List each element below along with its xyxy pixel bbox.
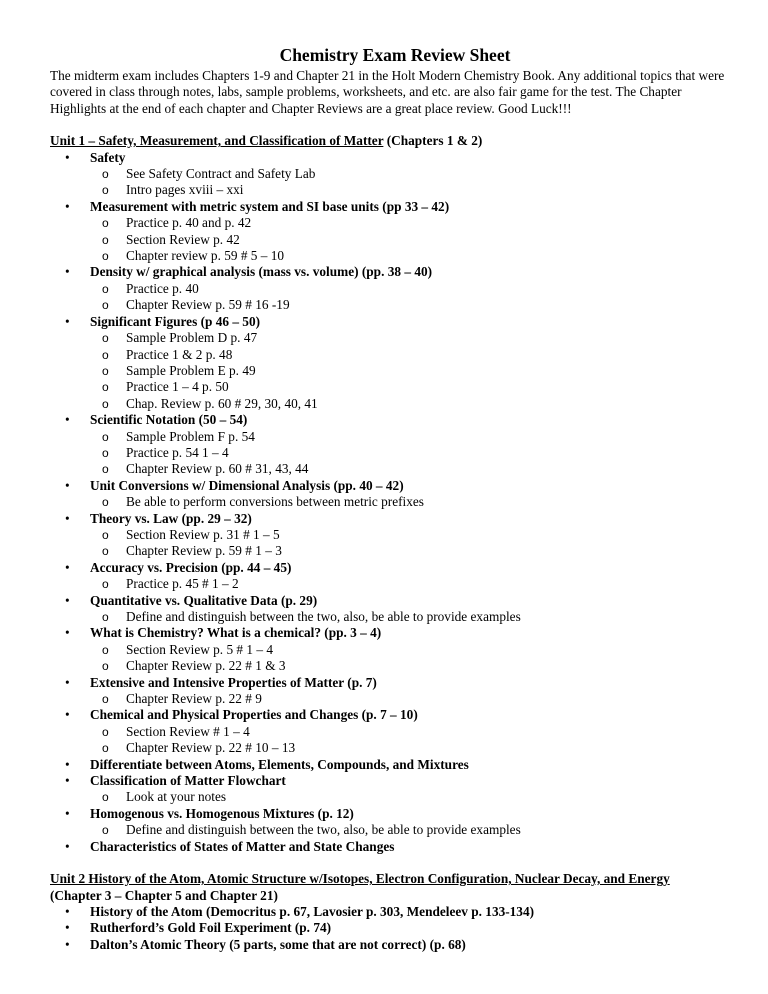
topic-label: Accuracy vs. Precision (pp. 44 – 45) — [90, 559, 292, 575]
subtopic-item: o See Safety Contract and Safety Lab — [90, 166, 740, 182]
subtopic-item: o Sample Problem E p. 49 — [90, 363, 740, 379]
topic-item — [50, 806, 740, 839]
subtopic-item: o Practice 1 – 4 p. 50 — [90, 379, 740, 395]
topic-label: Theory vs. Law (pp. 29 – 32) — [90, 510, 252, 526]
topic-item — [50, 920, 740, 936]
subtopic-item: o Chapter Review p. 60 # 31, 43, 44 — [90, 461, 740, 477]
subtopic-list — [90, 789, 740, 805]
topic-label: Differentiate between Atoms, Elements, Compounds, and Mixtures — [90, 756, 469, 772]
subtopic-item: o Sample Problem D p. 47 — [90, 330, 740, 346]
subtopic-list — [90, 724, 740, 757]
subtopic-item: o Section Review p. 42 — [90, 232, 740, 248]
subtopic-item: o Practice p. 54 1 – 4 — [90, 445, 740, 461]
subtopic-item: o Define and distinguish between the two, also, be able to provide examples — [90, 609, 740, 625]
subtopic-item: o Section Review p. 5 # 1 – 4 — [90, 642, 740, 658]
subtopic-list — [90, 691, 740, 707]
subtopic-list — [90, 822, 740, 838]
subtopic-list — [90, 494, 740, 510]
subtopic-list — [90, 527, 740, 560]
subtopic-item: o Chapter Review p. 59 # 1 – 3 — [90, 543, 740, 559]
subtopic-list — [90, 281, 740, 314]
subtopic-item: o Chapter review p. 59 # 5 – 10 — [90, 248, 740, 264]
topic-label: What is Chemistry? What is a chemical? (pp. 3 – 4) — [90, 625, 382, 641]
subtopic-list — [90, 166, 740, 199]
topic-item — [50, 593, 740, 626]
topic-item — [50, 199, 740, 265]
topic-item — [50, 478, 740, 511]
topic-item — [50, 560, 740, 593]
topic-label: Rutherford’s Gold Foil Experiment (p. 74) — [90, 920, 332, 936]
unit2-heading: Unit 2 History of the Atom, Atomic Structure w/Isotopes, Electron Configuration, Nuclear Decay, and Energy — [50, 871, 670, 887]
subtopic-item: o Section Review # 1 – 4 — [90, 724, 740, 740]
topic-item — [50, 773, 740, 806]
subtopic-item: o Chapter Review p. 22 # 9 — [90, 691, 740, 707]
topic-label: Measurement with metric system and SI base units (pp 33 – 42) — [90, 198, 450, 214]
subtopic-item: o Chapter Review p. 59 # 16 -19 — [90, 297, 740, 313]
subtopic-item: o Be able to perform conversions between metric prefixes — [90, 494, 740, 510]
subtopic-item: o Intro pages xviii – xxi — [90, 182, 740, 198]
topic-item — [50, 904, 740, 920]
subtopic-list — [90, 642, 740, 675]
topic-item — [50, 150, 740, 199]
subtopic-item: o Practice 1 & 2 p. 48 — [90, 347, 740, 363]
topic-label: Homogenous vs. Homogenous Mixtures (p. 12) — [90, 805, 354, 821]
topic-label: Density w/ graphical analysis (mass vs. volume) (pp. 38 – 40) — [90, 264, 433, 280]
topic-label: History of the Atom (Democritus p. 67, Lavosier p. 303, Mendeleev p. 133-134) — [90, 903, 535, 919]
topic-label: Scientific Notation (50 – 54) — [90, 412, 248, 428]
topic-label: Unit Conversions w/ Dimensional Analysis (pp. 40 – 42) — [90, 477, 404, 493]
topic-item — [50, 314, 740, 412]
subtopic-item: o Look at your notes — [90, 789, 740, 805]
topic-label: Chemical and Physical Properties and Changes (p. 7 – 10) — [90, 707, 418, 723]
subtopic-item: o Define and distinguish between the two, also, be able to provide examples — [90, 822, 740, 838]
subtopic-item: o Practice p. 40 and p. 42 — [90, 215, 740, 231]
topic-item — [50, 412, 740, 478]
topic-item — [50, 675, 740, 708]
subtopic-list — [90, 609, 740, 625]
unit2-topic-list — [50, 904, 740, 953]
topic-item — [50, 839, 740, 855]
subtopic-list — [90, 429, 740, 478]
topic-label: Extensive and Intensive Properties of Matter (p. 7) — [90, 674, 377, 690]
topic-item — [50, 937, 740, 953]
topic-label: Significant Figures (p 46 – 50) — [90, 313, 261, 329]
subtopic-item: o Sample Problem F p. 54 — [90, 429, 740, 445]
subtopic-item: o Chapter Review p. 22 # 10 – 13 — [90, 740, 740, 756]
unit1-heading — [50, 133, 740, 149]
subtopic-list — [90, 330, 740, 412]
topic-label: Quantitative vs. Qualitative Data (p. 29) — [90, 592, 318, 608]
topic-item — [50, 707, 740, 756]
topic-label: Dalton’s Atomic Theory (5 parts, some that are not correct) (p. 68) — [90, 936, 466, 952]
topic-item — [50, 625, 740, 674]
topic-item — [50, 264, 740, 313]
unit1-heading-title: Unit 1 – Safety, Measurement, and Classification of Matter — [50, 133, 384, 149]
topic-label: Classification of Matter Flowchart — [90, 773, 286, 789]
subtopic-item: o Chapter Review p. 22 # 1 & 3 — [90, 658, 740, 674]
topic-label: Safety — [90, 149, 126, 165]
unit1-heading-chapters: (Chapters 1 & 2) — [383, 133, 483, 149]
subtopic-list — [90, 576, 740, 592]
intro-paragraph: The midterm exam includes Chapters 1-9 and Chapter 21 in the Holt Modern Chemistry Book. Any additional topics that were covered in class through notes, labs, sample problems, worksheets, and etc. are also fair game for the test. The Chapter Highlights at the end of each chapter and Chapter Reviews are a great place review. Good Luck!!! — [50, 68, 725, 116]
unit2-heading-chapters: (Chapter 3 – Chapter 5 and Chapter 21) — [50, 887, 278, 903]
topic-item — [50, 511, 740, 560]
subtopic-item: o Chap. Review p. 60 # 29, 30, 40, 41 — [90, 396, 740, 412]
subtopic-list — [90, 215, 740, 264]
unit1-topic-list — [50, 150, 740, 855]
subtopic-item: o Section Review p. 31 # 1 – 5 — [90, 527, 740, 543]
subtopic-item: o Practice p. 40 — [90, 281, 740, 297]
topic-item — [50, 757, 740, 773]
page-title: Chemistry Exam Review Sheet — [279, 45, 511, 65]
subtopic-item: o Practice p. 45 # 1 – 2 — [90, 576, 740, 592]
topic-label: Characteristics of States of Matter and State Changes — [90, 838, 395, 854]
